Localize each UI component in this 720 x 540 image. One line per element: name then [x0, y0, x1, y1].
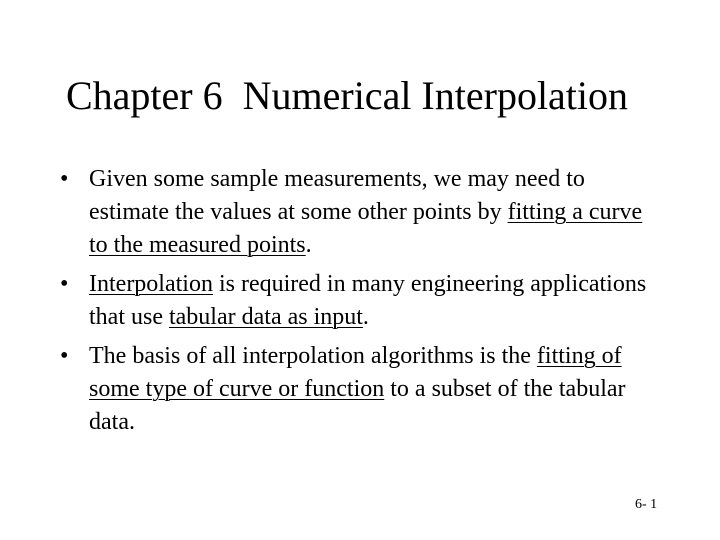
bullet-dot-icon: •: [60, 343, 69, 369]
slide-title: Chapter 6 Numerical Interpolation: [66, 73, 629, 118]
bullet-1-end: .: [305, 232, 312, 258]
page-number: 6- 1: [635, 497, 658, 512]
bullet-item-3: [60, 340, 660, 439]
bullet-dot-icon: •: [60, 271, 69, 297]
bullet-item-2: [60, 268, 660, 334]
bullet-2-text: is required in many engineering applications that use: [89, 271, 647, 330]
bullet-2-underlined: Interpolation: [89, 271, 213, 297]
bullet-1-underlined: fitting a curve to the measured points: [89, 199, 643, 258]
bullet-list: [60, 163, 660, 445]
bullet-dot-icon: •: [60, 166, 69, 192]
bullet-3-end: to a subset of the tabular data.: [89, 376, 626, 435]
bullet-1-text: Given some sample measurements, we may need to estimate the values at some other points by: [89, 166, 585, 225]
bullet-item-1: [60, 163, 660, 262]
bullet-2-end: .: [362, 304, 369, 330]
bullet-3-text: The basis of all interpolation algorithms is the: [89, 343, 537, 369]
bullet-3-underlined: fitting of some type of curve or function: [89, 343, 622, 402]
bullet-2-underlined-2: tabular data as input: [168, 304, 363, 330]
